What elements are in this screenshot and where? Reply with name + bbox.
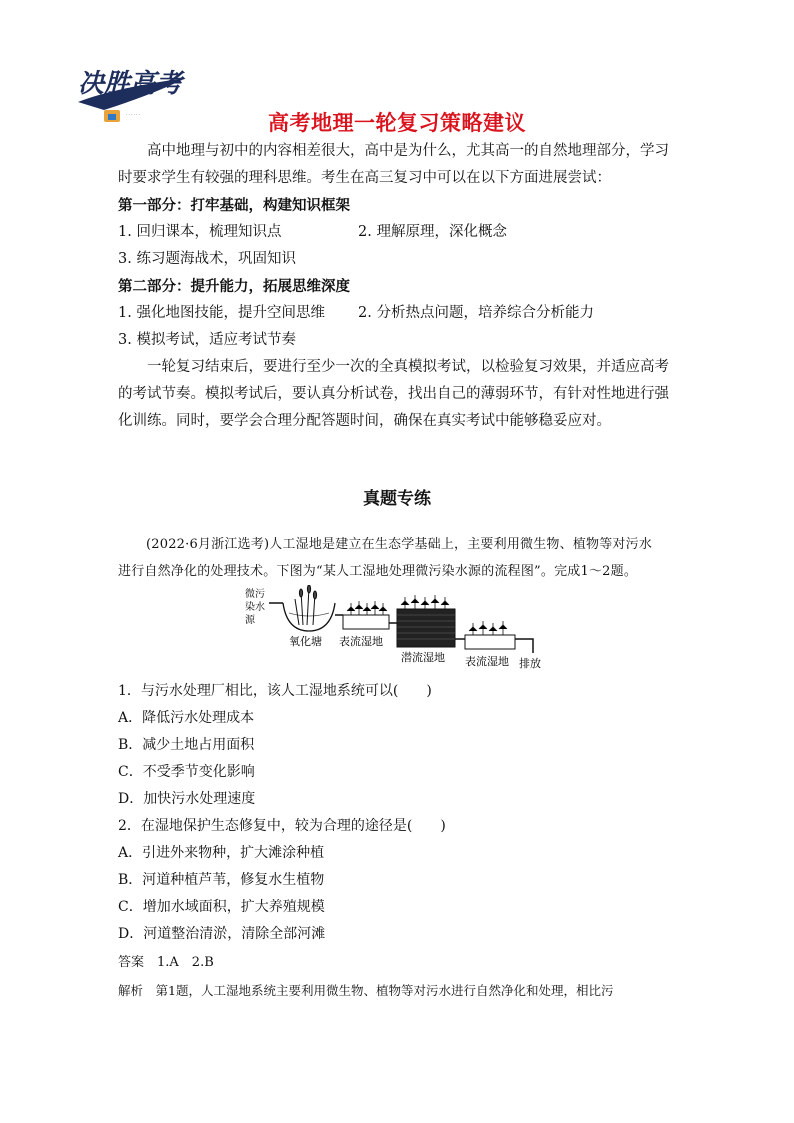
- q2-option-c: C．增加水域面积，扩大养殖规模: [118, 899, 325, 915]
- stage2-label: 表流湿地: [339, 635, 383, 648]
- q1-option-a: A．降低污水处理成本: [118, 710, 255, 726]
- svg-text:决胜高考: 决胜高考: [78, 69, 183, 99]
- part1-item-3: 3. 练习题海战术，巩固知识: [118, 251, 296, 267]
- question-intro: [118, 531, 678, 585]
- q1-stem: 1．与污水处理厂相比，该人工湿地系统可以( ): [118, 683, 432, 699]
- answer-line: 答案 1.A 2.B: [118, 955, 214, 970]
- part2-item-2: 2. 分析热点问题，培养综合分析能力: [358, 305, 594, 321]
- intro-paragraph: 高中地理与初中的内容相差很大，高中是为什么，尤其高一的自然地理部分，学习时要求学生有较强的理科思维。考生在高三复习中可以在以下方面进展尝试：: [118, 143, 669, 186]
- stage3-label: 潜流湿地: [401, 651, 445, 664]
- closing-paragraph: 一轮复习结束后，要进行至少一次的全真模拟考试，以检验复习效果，并适应高考的考试节奏。模拟考试后，要认真分析试卷，找出自己的薄弱环节，有针对性地进行强化训练。同时，要学会合理分配答题时间，确保在真实考试中能够稳妥应对。: [118, 359, 669, 429]
- question-intro-line2: 进行自然净化的处理技术。下图为“某人工湿地处理微污染水源的流程图”。完成1～2题。: [118, 564, 638, 579]
- part2-item-3: 3. 模拟考试，适应考试节奏: [118, 332, 296, 348]
- part1-item-1: 1. 回归课本，梳理知识点: [118, 224, 282, 240]
- outlet-label: 排放: [519, 657, 541, 670]
- q1-option-c: C．不受季节变化影响: [118, 764, 255, 780]
- part1-item-2: 2. 理解原理，深化概念: [358, 224, 507, 240]
- source-label-1: 微污: [245, 589, 265, 600]
- q2-option-b: B．河道种植芦苇，修复水生植物: [118, 872, 325, 888]
- source-label-3: 源: [245, 615, 255, 626]
- analysis-line: 解析 第1题，人工湿地系统主要利用微生物、植物等对污水进行自然净化和处理，相比污: [118, 983, 614, 998]
- question-intro-line1: (2022·6月浙江选考)人工湿地是建立在生态学基础上，主要利用微生物、植物等对污水: [146, 537, 653, 552]
- source-label-2: 染水: [245, 602, 265, 613]
- q2-option-a: A．引进外来物种，扩大滩涂种植: [118, 845, 325, 861]
- svg-text:· · · · · ·: · · · · · ·: [126, 112, 140, 117]
- questions: [118, 678, 678, 948]
- stage1-label: 氧化塘: [289, 635, 322, 648]
- wetland-flow-diagram: [243, 585, 553, 671]
- part2-row2: [118, 327, 678, 354]
- q2-option-d: D．河道整治清淤，清除全部河滩: [118, 926, 326, 942]
- strategy-section: [118, 138, 678, 435]
- part1-row2: [118, 246, 678, 273]
- q2-stem: 2．在湿地保护生态修复中，较为合理的途径是( ): [118, 818, 446, 834]
- part2-item-1: 1. 强化地图技能，提升空间思维: [118, 305, 325, 321]
- part1-heading: 第一部分：打牢基础，构建知识框架: [118, 197, 350, 214]
- stage4-label: 表流湿地: [465, 655, 509, 668]
- q1-option-d: D．加快污水处理速度: [118, 791, 256, 807]
- part1-row1: [118, 219, 678, 246]
- page-title: 高考地理一轮复习策略建议: [268, 111, 526, 135]
- part2-heading: 第二部分：提升能力，拓展思维深度: [118, 278, 350, 295]
- q1-option-b: B．减少土地占用面积: [118, 737, 255, 753]
- section-title: 真题专练: [363, 489, 431, 509]
- part2-row1: [118, 300, 678, 327]
